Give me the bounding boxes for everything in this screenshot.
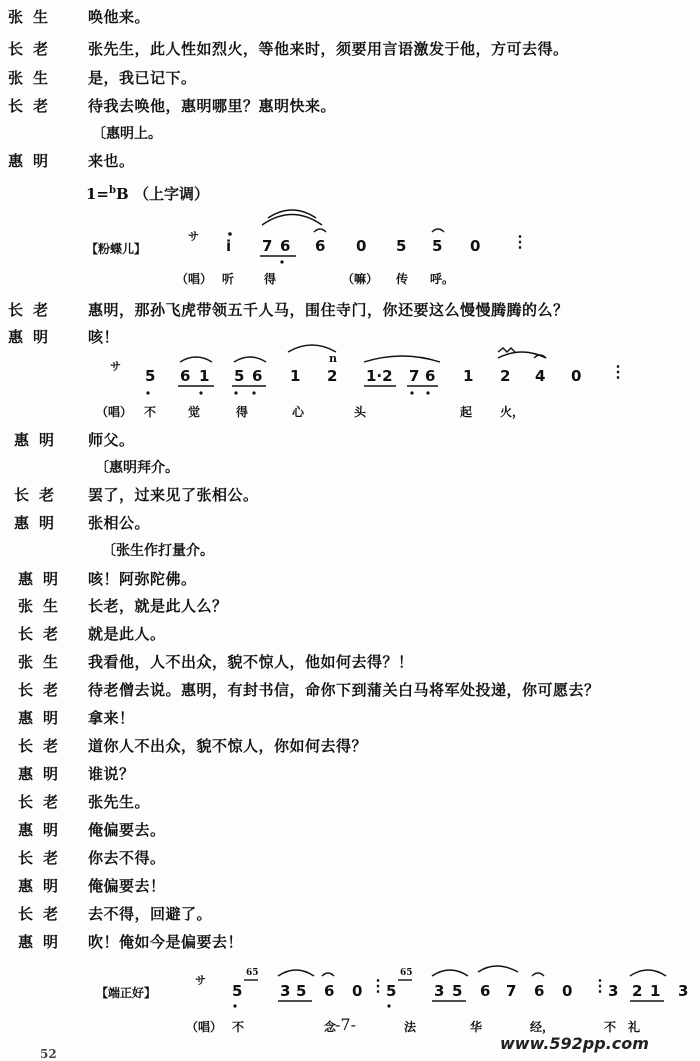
dialogue-text: 待老僧去说。惠明，有封书信，命你下到蒲关白马将军处投递，你可愿去？ <box>88 681 600 699</box>
slur <box>180 357 212 362</box>
lyric: 念 <box>324 1020 337 1034</box>
fermata-icon <box>432 229 444 232</box>
speaker: 张生 <box>8 69 59 87</box>
speaker: 惠明 <box>18 933 69 951</box>
fermata-icon <box>532 973 544 976</box>
score-note: 2 <box>500 367 511 385</box>
lyric: （嘛） <box>342 272 379 286</box>
score-note: 2 <box>327 367 338 385</box>
key-prefix: 1= <box>86 185 110 203</box>
key-note: B <box>116 185 129 203</box>
tune-name: 【粉蝶儿】 <box>86 242 147 256</box>
slur <box>288 345 336 352</box>
corner-fragment: 52 <box>40 1047 57 1061</box>
dialogue-text: 咳！阿弥陀佛。 <box>88 570 197 588</box>
score-note: 3 <box>678 982 689 1000</box>
score-note: 3 <box>434 982 445 1000</box>
dialogue-text: 去不得，回避了。 <box>88 905 213 923</box>
repeat-bar: ⋮ <box>592 976 608 995</box>
lyric: 觉 <box>188 405 201 419</box>
score-note: 0 <box>352 982 363 1000</box>
speaker: 惠明 <box>18 709 69 727</box>
dot <box>252 391 255 394</box>
lyric: 起 <box>460 405 473 419</box>
score-note: 1 <box>463 367 474 385</box>
sanban-mark: サ <box>195 974 206 987</box>
score-note: 5 <box>452 982 463 1000</box>
score-note: 1 <box>290 367 301 385</box>
lyric: 礼 <box>628 1020 641 1034</box>
score-note: 6 <box>280 237 291 255</box>
dot <box>280 260 283 263</box>
dialogue-text: 俺偏要去！ <box>88 877 166 895</box>
lyric: （唱） <box>176 272 213 286</box>
fermata-icon <box>322 973 334 976</box>
score-note: 4 <box>535 367 546 385</box>
dialogue-text: 我看他，人不出众，貌不惊人，他如何去得？！ <box>88 653 414 671</box>
score-note: 3 <box>280 982 291 1000</box>
dialogue-text: 师父。 <box>88 431 135 449</box>
dot <box>199 391 202 394</box>
score-note: 2 <box>632 982 643 1000</box>
dialogue-text: 就是此人。 <box>88 625 166 643</box>
dot <box>387 1004 390 1007</box>
dialogue-text: 罢了，过来见了张相公。 <box>88 486 259 504</box>
speaker: 长老 <box>18 793 69 811</box>
score-note: 6 <box>315 237 326 255</box>
speaker: 张生 <box>18 597 69 615</box>
dialogue-text: 你去不得。 <box>88 849 166 867</box>
page-number: -7- <box>335 1015 356 1034</box>
speaker: 长老 <box>18 737 69 755</box>
slur <box>278 970 314 976</box>
speaker: 惠明 <box>14 514 65 532</box>
dialogue-text: 惠明，那孙飞虎带领五千人马，围住寺门，你还要这么慢慢腾腾的么？ <box>88 301 569 319</box>
slur <box>432 970 468 976</box>
key-mode: （上字调） <box>133 185 209 203</box>
score-note: 6 <box>180 367 191 385</box>
speaker: 张生 <box>8 8 59 26</box>
repeat-bar: ⋮ <box>610 362 626 381</box>
lyric: 呼。 <box>430 272 455 286</box>
fermata-icon <box>314 229 326 232</box>
dialogue-text: 长老，就是此人么？ <box>88 597 228 615</box>
score-note: 7 <box>506 982 517 1000</box>
lyric: 火， <box>500 405 525 419</box>
score-note: 0 <box>571 367 582 385</box>
dialogue-text: 张相公。 <box>88 514 151 532</box>
speaker: 惠明 <box>18 877 69 895</box>
score-note: 1 <box>650 982 661 1000</box>
score-note: 6 <box>324 982 335 1000</box>
score-note: 3 <box>608 982 619 1000</box>
dialogue-text: 是，我已记下。 <box>88 69 197 87</box>
lyric: 听 <box>222 272 235 286</box>
score-note: 7 <box>262 237 273 255</box>
lyric: 不 <box>144 405 157 419</box>
speaker: 惠明 <box>18 570 69 588</box>
dialogue-text: 来也。 <box>88 152 135 170</box>
dot <box>234 391 237 394</box>
dialogue-text: 吹！俺如今是偏要去！ <box>88 933 244 951</box>
stage-direction: 〔惠明拜介。 <box>95 460 179 476</box>
grace-note: 65 <box>400 968 413 978</box>
repeat-bar: ⋮ <box>512 232 528 251</box>
stage-direction: 〔张生作打量介。 <box>102 543 214 559</box>
dialogue-text: 俺偏要去。 <box>88 821 166 839</box>
dialogue-text: 谁说？ <box>88 765 135 783</box>
dialogue-text: 道你人不出众，貌不惊人，你如何去得？ <box>88 737 368 755</box>
lyric: 经， <box>530 1020 555 1034</box>
speaker: 惠明 <box>8 328 59 346</box>
score-note: 0 <box>470 237 481 255</box>
score-note: 6 <box>534 982 545 1000</box>
speaker: 长老 <box>18 625 69 643</box>
ornament-mark: n <box>329 352 337 365</box>
score-note: 6 <box>425 367 436 385</box>
dialogue-text: 拿来！ <box>88 709 135 727</box>
mordent-icon <box>498 348 515 352</box>
dot <box>146 391 149 394</box>
speaker: 长老 <box>18 905 69 923</box>
grace-note: 65 <box>246 968 259 978</box>
lyric: 得 <box>236 405 249 419</box>
flat-sign: b <box>109 185 117 196</box>
score-note: 5 <box>232 982 243 1000</box>
stage-direction: 〔惠明上。 <box>92 126 162 142</box>
speaker: 长老 <box>8 40 59 58</box>
tune-name: 【端正好】 <box>96 986 157 1000</box>
speaker: 惠明 <box>18 821 69 839</box>
lyric: 得 <box>264 272 277 286</box>
lyric: （唱） <box>186 1020 223 1034</box>
score-note: 1 <box>199 367 210 385</box>
slur <box>478 966 518 972</box>
dialogue-text: 待我去唤他，惠明哪里？惠明快来。 <box>88 97 337 115</box>
score-note: 5 <box>432 237 443 255</box>
dialogue-text: 张先生，此人性如烈火，等他来时，须要用言语激发于他，方可去得。 <box>88 40 569 58</box>
score-note: 5 <box>396 237 407 255</box>
score-note: 7 <box>409 367 420 385</box>
dialogue-text: 张先生。 <box>88 793 151 811</box>
lyric: 传 <box>396 272 409 286</box>
speaker: 长老 <box>8 97 59 115</box>
speaker: 长老 <box>18 849 69 867</box>
dot <box>233 1004 236 1007</box>
dot <box>426 391 429 394</box>
dot <box>228 232 232 236</box>
lyric: 法 <box>404 1020 417 1034</box>
speaker: 惠明 <box>14 431 65 449</box>
watermark: www.592pp.com <box>500 1034 649 1053</box>
score-note: i <box>226 237 232 255</box>
score-note: 0 <box>562 982 573 1000</box>
slur <box>630 970 666 976</box>
dot <box>410 391 413 394</box>
speaker: 长老 <box>14 486 65 504</box>
score-note: 6 <box>480 982 491 1000</box>
score-note: 5 <box>145 367 156 385</box>
score-note: 5 <box>386 982 397 1000</box>
dialogue-text: 唤他来。 <box>88 8 151 26</box>
speaker: 惠明 <box>18 765 69 783</box>
score-note: 5 <box>234 367 245 385</box>
lyric: 心 <box>292 405 305 419</box>
speaker: 长老 <box>18 681 69 699</box>
lyric: 不 <box>604 1020 617 1034</box>
speaker: 惠明 <box>8 152 59 170</box>
dialogue-text: 咳！ <box>88 328 120 346</box>
lyric: 不 <box>232 1020 245 1034</box>
slur <box>234 357 266 362</box>
score-note: 1·2 <box>366 367 393 385</box>
lyric: 头 <box>354 405 367 419</box>
lyric: （唱） <box>96 405 133 419</box>
score-note: 0 <box>356 237 367 255</box>
speaker: 张生 <box>18 653 69 671</box>
slur <box>364 356 440 362</box>
lyric: 华 <box>470 1020 483 1034</box>
score-note: 5 <box>296 982 307 1000</box>
repeat-bar: ⋮ <box>370 976 386 995</box>
sanban-mark: サ <box>110 360 121 373</box>
sanban-mark: サ <box>188 230 199 243</box>
speaker: 长老 <box>8 301 59 319</box>
score-note: 6 <box>252 367 263 385</box>
